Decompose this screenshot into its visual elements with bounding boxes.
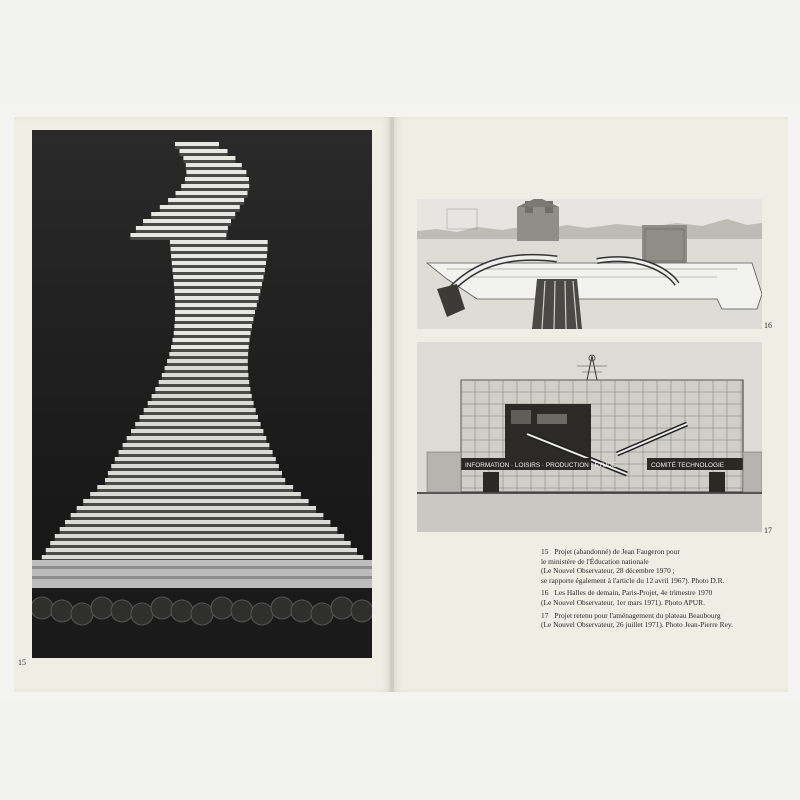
caption-number: 17 — [541, 610, 549, 620]
banner-left-text: INFORMATION · LOISIRS · PRODUCTION · ÉTUDE — [465, 462, 617, 469]
caption-17 — [541, 611, 781, 630]
halles-drawing-illustration — [417, 199, 762, 329]
caption-line: (Le Nouvel Observateur, 26 juillet 1971). Photo Jean-Pierre Rey. — [541, 620, 733, 630]
beaubourg-elevation-drawing — [417, 342, 762, 532]
caption-line: (Le Nouvel Observateur, 1er mars 1971). Photo APUR. — [541, 597, 705, 607]
tower-model-illustration — [32, 130, 372, 658]
book-gutter — [390, 117, 394, 692]
caption-line: Les Halles de demain, Paris-Projet, 4e trimestre 1970 — [554, 588, 713, 598]
caption-16 — [541, 588, 781, 607]
caption-number: 16 — [541, 588, 549, 598]
halles-perspective-drawing — [417, 199, 762, 329]
caption-line: Projet retenu pour l'aménagement du plateau Beaubourg — [554, 610, 721, 620]
plate-number-15: 15 — [18, 658, 26, 667]
tower-model-photo — [32, 130, 372, 658]
banner-right-text: COMITÉ TECHNOLOGIE — [651, 462, 725, 469]
figure-number-16: 16 — [764, 321, 772, 330]
caption-line: Projet (abandonné) de Jean Faugeron pour — [554, 547, 680, 556]
caption-line: le ministère de l'Éducation nationale — [541, 556, 649, 566]
figure-number-17: 17 — [764, 526, 772, 535]
caption-number: 15 — [541, 547, 549, 556]
beaubourg-drawing-illustration — [417, 342, 762, 532]
backdrop-bottom — [0, 700, 800, 800]
captions-block — [541, 547, 781, 633]
backdrop-top — [0, 0, 800, 104]
caption-15 — [541, 547, 781, 585]
caption-line: (Le Nouvel Observateur, 28 décembre 1970 ; — [541, 566, 675, 576]
caption-line: se rapporte également à l'article du 12 avril 1967). Photo D.R. — [541, 575, 725, 585]
